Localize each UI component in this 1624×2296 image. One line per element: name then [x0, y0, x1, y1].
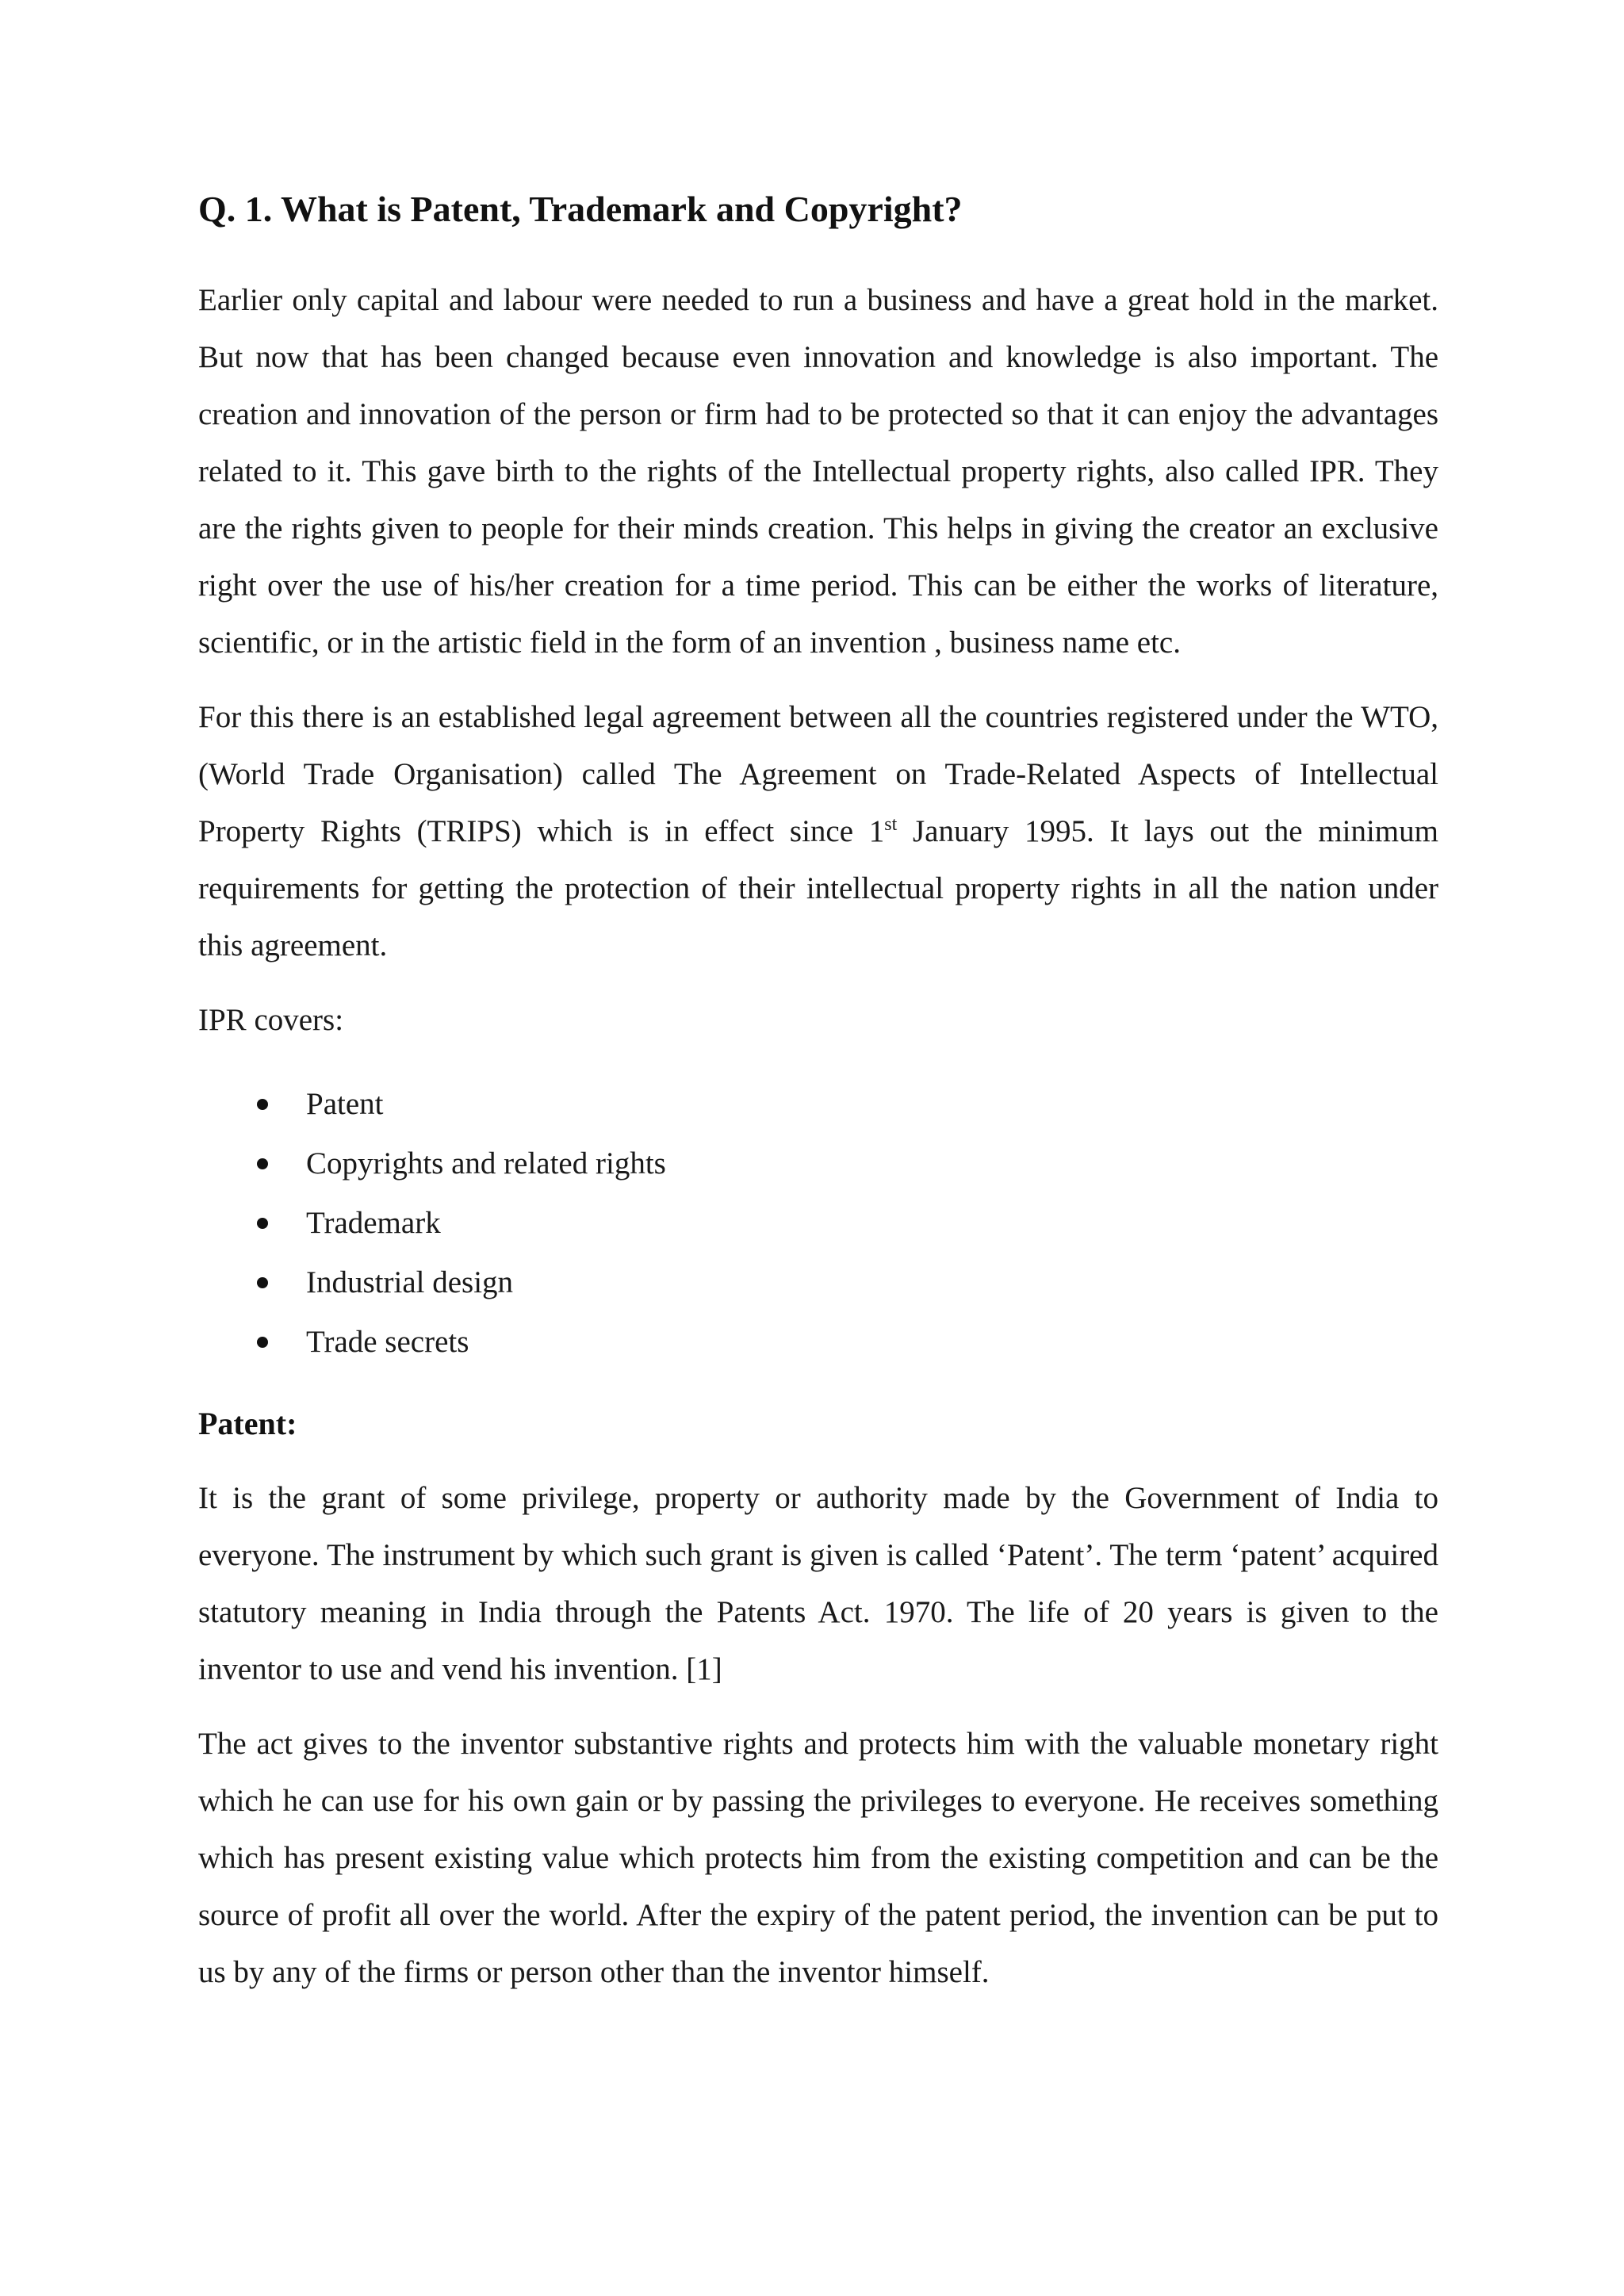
ipr-covers-list	[198, 1074, 1438, 1372]
bullet-icon	[257, 1277, 268, 1288]
question-title: Q. 1. What is Patent, Trademark and Copyright?	[198, 189, 963, 229]
patent-paragraph-2: The act gives to the inventor substantive rights and protects him with the valuable monetary right which he can use for his own gain or by passing the privileges to everyone. He receives something which has present existing value which protects him from the existing competition and can be the source of profit all over the world. After the expiry of the patent period, the invention can be put to us by any of the firms or person other than the inventor himself.	[198, 1727, 1438, 1990]
intro-paragraph-2	[198, 689, 1438, 974]
bullet-icon	[257, 1099, 268, 1110]
list-item-label: Patent	[306, 1087, 384, 1122]
list-item	[198, 1193, 1438, 1253]
patent-heading: Patent:	[198, 1406, 297, 1442]
document-page	[198, 187, 1438, 2019]
list-item	[198, 1253, 1438, 1312]
list-item-label: Copyrights and related rights	[306, 1146, 666, 1181]
patent-paragraph-1: It is the grant of some privilege, property or authority made by the Government of India to everyone. The instrument by which such grant is given is called ‘Patent’. The term ‘patent’ acquired statutory meaning in India through the Patents Act. 1970. The life of 20 years is given to the inventor to use and vend his invention. [1]	[198, 1481, 1438, 1687]
intro-paragraph-2-text-a: For this there is an established legal agreement between all the countries registered under the WTO, (World Trade Organisation) called The Agreement on Trade-Related Aspects of Intellectual Property Rights (TRIPS) which is in effect since 1	[198, 700, 1438, 849]
bullet-icon	[257, 1337, 268, 1348]
list-item	[198, 1074, 1438, 1134]
bullet-icon	[257, 1218, 268, 1229]
ipr-covers-heading: IPR covers:	[198, 1003, 344, 1038]
list-item-label: Trademark	[306, 1206, 441, 1241]
intro-paragraph-1: Earlier only capital and labour were needed to run a business and have a great hold in the market. But now that has been changed because even innovation and knowledge is also important. The creation and innovation of the person or firm had to be protected so that it can enjoy the advantages related to it. This gave birth to the rights of the Intellectual property rights, also called IPR. They are the rights given to people for their minds creation. This helps in giving the creator an exclusive right over the use of his/her creation for a time period. This can be either the works of literature, scientific, or in the artistic field in the form of an invention , business name etc.	[198, 283, 1438, 660]
list-item-label: Industrial design	[306, 1265, 514, 1300]
list-item	[198, 1312, 1438, 1372]
intro-paragraph-2-text-b: January 1995. It lays out the minimum requirements for getting the protection of their intellectual property rights in all the nation under this agreement.	[198, 814, 1438, 963]
bullet-icon	[257, 1158, 268, 1169]
ordinal-suffix: st	[884, 814, 898, 836]
list-item	[198, 1134, 1438, 1193]
list-item-label: Trade secrets	[306, 1325, 469, 1360]
